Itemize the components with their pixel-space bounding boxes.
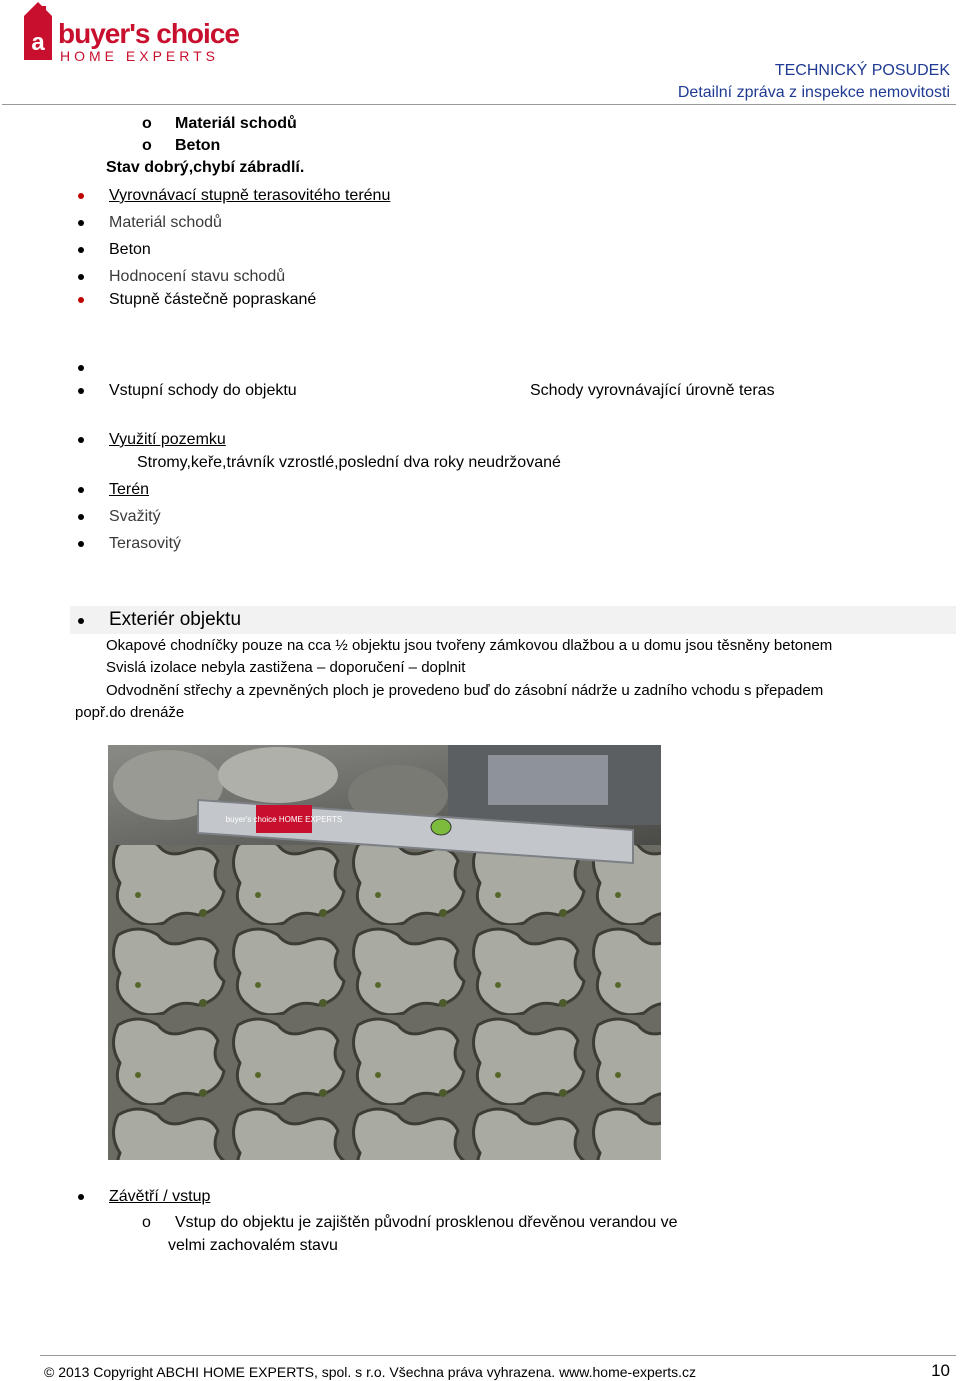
section-text: Stromy,keře,trávník vzrostlé,poslední dva roky neudržované xyxy=(137,454,561,471)
paragraph: Okapové chodníčky pouze na cca ½ objektu jsou tvořeny zámkovou dlažbou a u domu jsou těsněny betonem xyxy=(106,637,833,654)
section-heading: Vyrovnávací stupně terasovitého terénu xyxy=(109,187,391,204)
circle-bullet: o xyxy=(142,137,152,154)
paragraph: Svislá izolace nebyla zastižena – doporučení – doplnit xyxy=(106,659,466,676)
bullet-icon xyxy=(78,274,84,280)
bullet-icon xyxy=(78,388,84,394)
logo-sub-text: HOME EXPERTS xyxy=(60,48,219,64)
list-item: Terasovitý xyxy=(109,535,182,552)
doc-title: TECHNICKÝ POSUDEK xyxy=(774,62,950,79)
bullet-icon xyxy=(78,247,84,253)
paving-photo xyxy=(108,745,661,1160)
section-heading: Terén xyxy=(109,481,150,498)
photo-caption-right: Schody vyrovnávající úrovně teras xyxy=(530,382,775,399)
bullet-icon xyxy=(78,618,84,624)
section-heading: Exteriér objektu xyxy=(109,609,242,630)
list-item: Materiál schodů xyxy=(175,115,297,132)
doc-subtitle: Detailní zpráva z inspekce nemovitosti xyxy=(677,84,950,101)
logo-letter: a xyxy=(31,29,45,56)
list-item: Vstup do objektu je zajištěn původní prosklenou dřevěnou verandou ve xyxy=(175,1214,678,1231)
list-item: Beton xyxy=(175,137,221,154)
bullet-icon xyxy=(78,365,84,371)
list-item-continuation: velmi zachovalém stavu xyxy=(168,1237,338,1254)
list-item: Hodnocení stavu schodů xyxy=(109,268,286,285)
bullet-icon xyxy=(78,487,84,493)
list-item: Materiál schodů xyxy=(109,214,222,231)
bullet-icon xyxy=(78,297,84,303)
page-number: 10 xyxy=(931,1361,950,1380)
paragraph: Odvodnění střechy a zpevněných ploch je provedeno buď do zásobní nádrže u zadního vchodu s přepadem xyxy=(106,682,824,699)
header-divider xyxy=(2,104,956,105)
list-item: Beton xyxy=(109,241,151,258)
footer-copyright: © 2013 Copyright ABCHI HOME EXPERTS, spol. s r.o. Všechna práva vyhrazena. www.home-experts.cz xyxy=(44,1364,696,1380)
footer-divider xyxy=(40,1355,956,1356)
circle-bullet: o xyxy=(142,115,152,132)
bullet-icon xyxy=(78,193,84,199)
bullet-icon xyxy=(78,541,84,547)
logo-house-icon xyxy=(24,2,52,60)
bullet-icon xyxy=(78,220,84,226)
photo-caption-left: Vstupní schody do objektu xyxy=(109,382,297,399)
bullet-icon xyxy=(78,514,84,520)
section-heading: Závětří / vstup xyxy=(109,1188,211,1205)
paragraph: popř.do drenáže xyxy=(75,704,185,721)
section-heading: Využití pozemku xyxy=(109,431,226,448)
logo-main-text: buyer's choice xyxy=(58,18,239,49)
list-item: Svažitý xyxy=(109,508,161,525)
bullet-icon xyxy=(78,437,84,443)
bullet-icon xyxy=(78,1194,84,1200)
circle-bullet: o xyxy=(142,1214,151,1231)
list-item: Stupně částečně popraskané xyxy=(109,291,317,308)
status-note: Stav dobrý,chybí zábradlí. xyxy=(106,159,305,176)
level-logo: buyer's choice HOME EXPERTS xyxy=(225,815,343,824)
